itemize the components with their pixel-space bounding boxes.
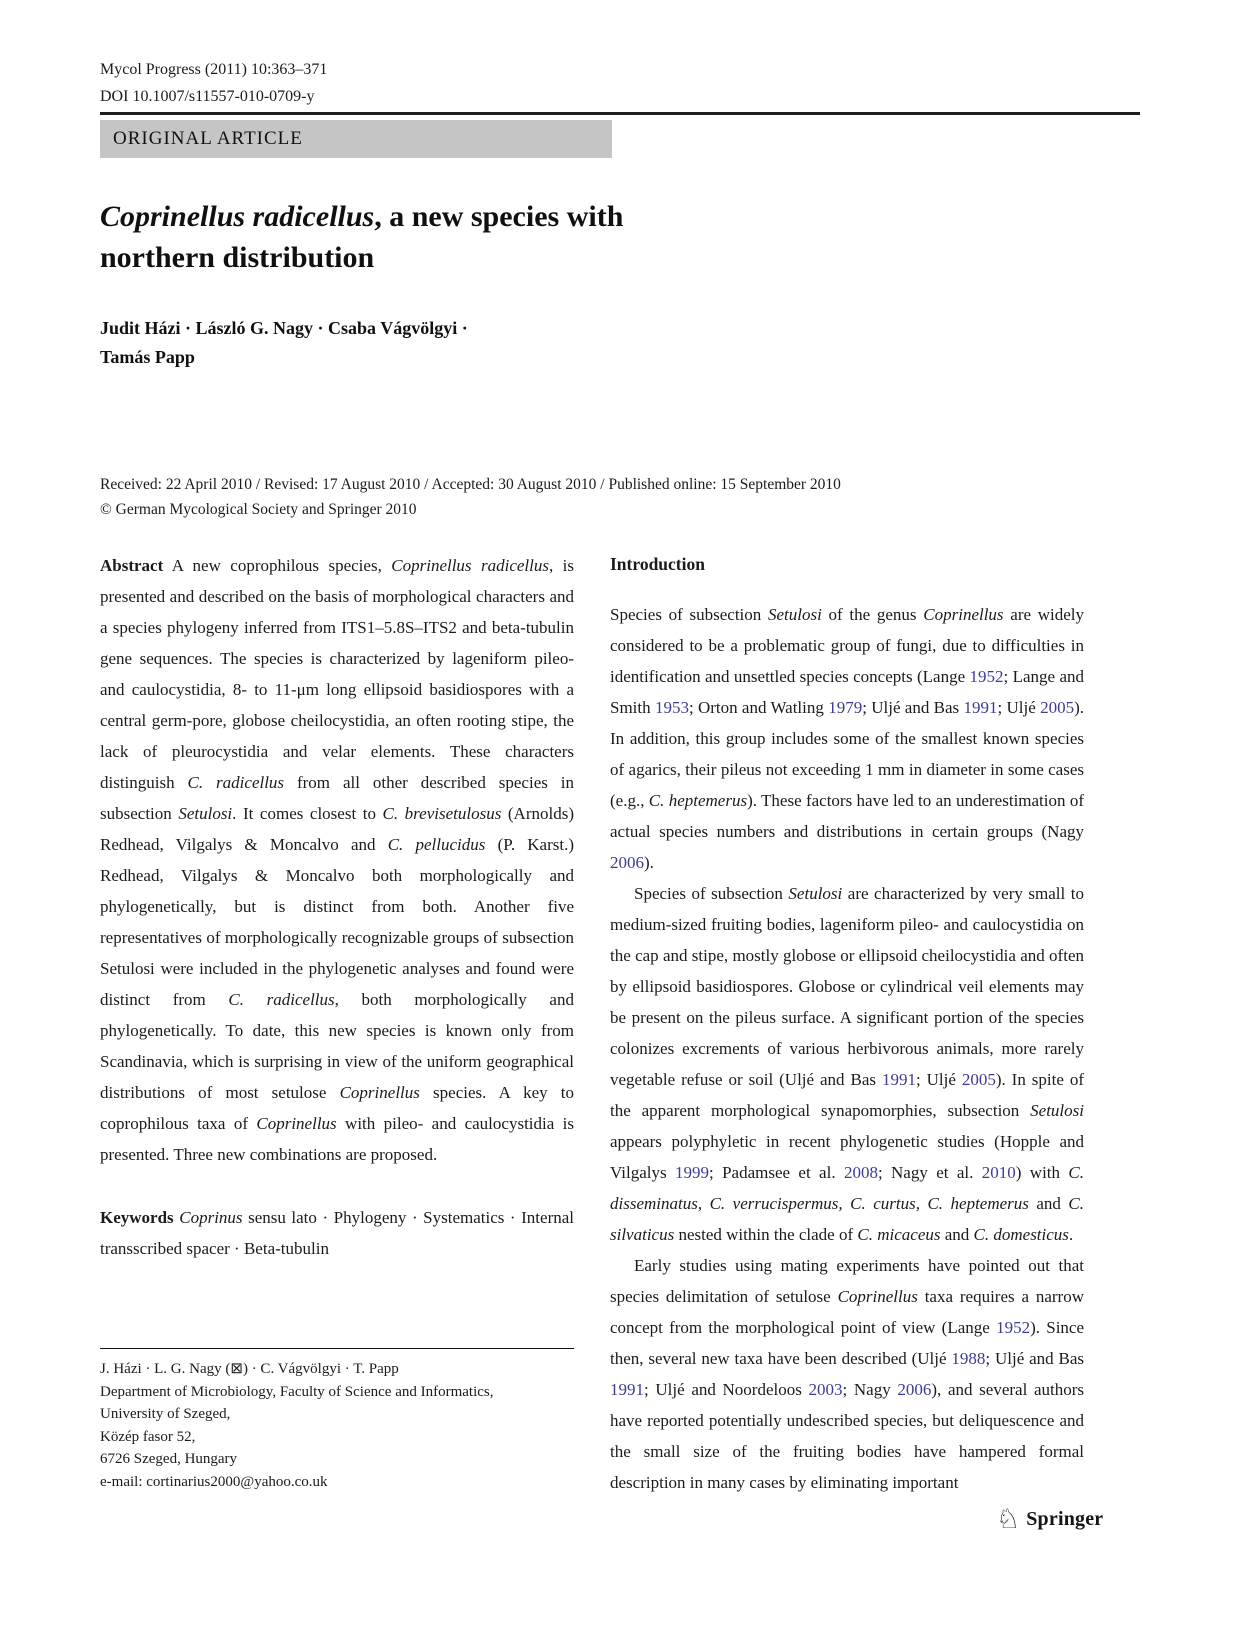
springer-wordmark: Springer bbox=[1026, 1507, 1104, 1530]
springer-logo bbox=[996, 1504, 1103, 1534]
authors-line: Judit Házi · László G. Nagy · Csaba Vágvölgyi · bbox=[100, 318, 468, 338]
footnote-authors-line: J. Házi · L. G. Nagy (⊠) · C. Vágvölgyi · T. Papp bbox=[100, 1361, 399, 1377]
citation-year-link[interactable]: 1952 bbox=[969, 667, 1004, 686]
footnote-rule bbox=[100, 1348, 574, 1349]
citation-year-link[interactable]: 1979 bbox=[828, 698, 863, 717]
citation-year-link[interactable]: 1991 bbox=[963, 698, 998, 717]
journal-citation: Mycol Progress (2011) 10:363–371 bbox=[100, 61, 328, 78]
citation-year-link[interactable]: 2005 bbox=[961, 1070, 996, 1089]
page-title: Coprinellus radicellus, a new species with northern distribution bbox=[100, 200, 624, 274]
journal-header bbox=[100, 56, 327, 110]
article-history bbox=[100, 472, 1060, 522]
right-column bbox=[610, 550, 1084, 1498]
citation-year-link[interactable]: 1991 bbox=[881, 1070, 916, 1089]
footnote-affiliation-line: University of Szeged, bbox=[100, 1406, 231, 1422]
doi-line: DOI 10.1007/s11557-010-0709-y bbox=[100, 88, 315, 105]
correspondence-footnote bbox=[100, 1348, 574, 1493]
citation-year-link[interactable]: 1953 bbox=[654, 698, 689, 717]
article-type-banner: ORIGINAL ARTICLE bbox=[100, 120, 612, 158]
citation-year-link[interactable]: 2010 bbox=[981, 1163, 1016, 1182]
authors-line: Tamás Papp bbox=[100, 347, 195, 367]
citation-year-link[interactable]: 2005 bbox=[1040, 698, 1075, 717]
header-rule bbox=[100, 112, 1140, 115]
abstract-paragraph: Abstract A new coprophilous species, Coprinellus radicellus, is presented and described on the basis of morphological characters and a species phylogeny inferred from ITS1–5.8S–ITS2 and beta-tubulin gene sequences. The species is characterized by lageniform pileo- and caulocystidia, 8- to 11-μm long ellipsoid basidiospores with a central germ-pore, globose cheilocystidia, an often rooting stipe, the lack of pleurocystidia and velar elements. These characters distinguish C. radicellus from all other described species in subsection Setulosi. It comes closest to C. brevisetulosus (Arnolds) Redhead, Vilgalys & Moncalvo and C. pellucidus (P. Karst.) Redhead, Vilgalys & Moncalvo both morphologically and phylogenetically, but is distinct from both. Another five representatives of morphologically recognizable groups of subsection Setulosi were included in the phylogenetic analyses and found were distinct from C. radicellus, both morphologically and phylogenetically. To date, this new species is known only from Scandinavia, which is surprising in view of the uniform geographical distributions of most setulose Coprinellus species. A key to coprophilous taxa of Coprinellus with pileo- and caulocystidia is presented. Three new combinations are proposed. bbox=[100, 556, 575, 1164]
received-line: Received: 22 April 2010 / Revised: 17 August 2010 / Accepted: 30 August 2010 / Published online: 15 September 2010 bbox=[100, 476, 841, 493]
citation-year-link[interactable]: 1991 bbox=[610, 1380, 644, 1399]
intro-paragraph-2: Species of subsection Setulosi are characterized by very small to medium-sized fruiting bodies, lageniform pileo- and caulocystidia on the cap and stipe, mostly globose or ellipsoid cheilocystidia and often by ellipsoid basidiospores. Globose or cylindrical veil elements may be present on the pileus surface. A significant portion of the species colonizes excrements of various herbivorous animals, more rarely vegetable refuse or soil (Uljé and Bas 1991; Uljé 2005). In spite of the apparent morphological synapomorphies, subsection Setulosi appears polyphyletic in recent phylogenetic studies (Hopple and Vilgalys 1999; Padamsee et al. 2008; Nagy et al. 2010) with C. disseminatus, C. verrucispermus, C. curtus, C. heptemerus and C. silvaticus nested within the clade of C. micaceus and C. domesticus. bbox=[610, 884, 1084, 1244]
citation-year-link[interactable]: 1999 bbox=[674, 1163, 709, 1182]
springer-knight-icon: ♘ bbox=[996, 1504, 1021, 1534]
citation-year-link[interactable]: 1988 bbox=[951, 1349, 986, 1368]
intro-paragraph-3: Early studies using mating experiments have pointed out that species delimitation of setulose Coprinellus taxa requires a narrow concept from the morphological point of view (Lange 1952). Since then, several new taxa have been described (Uljé 1988; Uljé and Bas 1991; Uljé and Noordeloos 2003; Nagy 2006), and several authors have reported potentially undescribed species, but deliquescence and the small size of the fruiting bodies have hampered formal description in many cases by eliminating important bbox=[610, 1256, 1085, 1492]
citation-year-link[interactable]: 2003 bbox=[808, 1380, 843, 1399]
footnote-affiliation-line: Department of Microbiology, Faculty of Science and Informatics, bbox=[100, 1383, 494, 1400]
footnote-address-line: Közép fasor 52, bbox=[100, 1428, 196, 1445]
citation-year-link[interactable]: 1952 bbox=[996, 1318, 1031, 1337]
footnote-address-line: 6726 Szeged, Hungary bbox=[100, 1451, 238, 1467]
citation-year-link[interactable]: 2008 bbox=[843, 1163, 878, 1182]
intro-paragraph-1: Species of subsection Setulosi of the genus Coprinellus are widely considered to be a problematic group of fungi, due to difficulties in identification and unsettled species concepts (Lange 1952; Lange and Smith 1953; Orton and Watling 1979; Uljé and Bas 1991; Uljé 2005). In addition, this group includes some of the smallest known species of agarics, their pileus not exceeding 1 mm in diameter in some cases (e.g., C. heptemerus). These factors have led to an underestimation of actual species numbers and distributions in certain groups (Nagy 2006). bbox=[610, 605, 1084, 872]
authors-block bbox=[100, 314, 468, 372]
copyright-line: © German Mycological Society and Springer 2010 bbox=[100, 501, 417, 518]
section-heading-introduction: Introduction bbox=[610, 554, 705, 574]
keywords-paragraph: Keywords Coprinus sensu lato · Phylogeny · Systematics · Internal transscribed spacer · Beta-tubulin bbox=[100, 1208, 574, 1258]
footnote-email-line: e-mail: cortinarius2000@yahoo.co.uk bbox=[100, 1473, 328, 1490]
citation-year-link[interactable]: 2006 bbox=[897, 1380, 932, 1399]
citation-year-link[interactable]: 2006 bbox=[610, 853, 644, 872]
